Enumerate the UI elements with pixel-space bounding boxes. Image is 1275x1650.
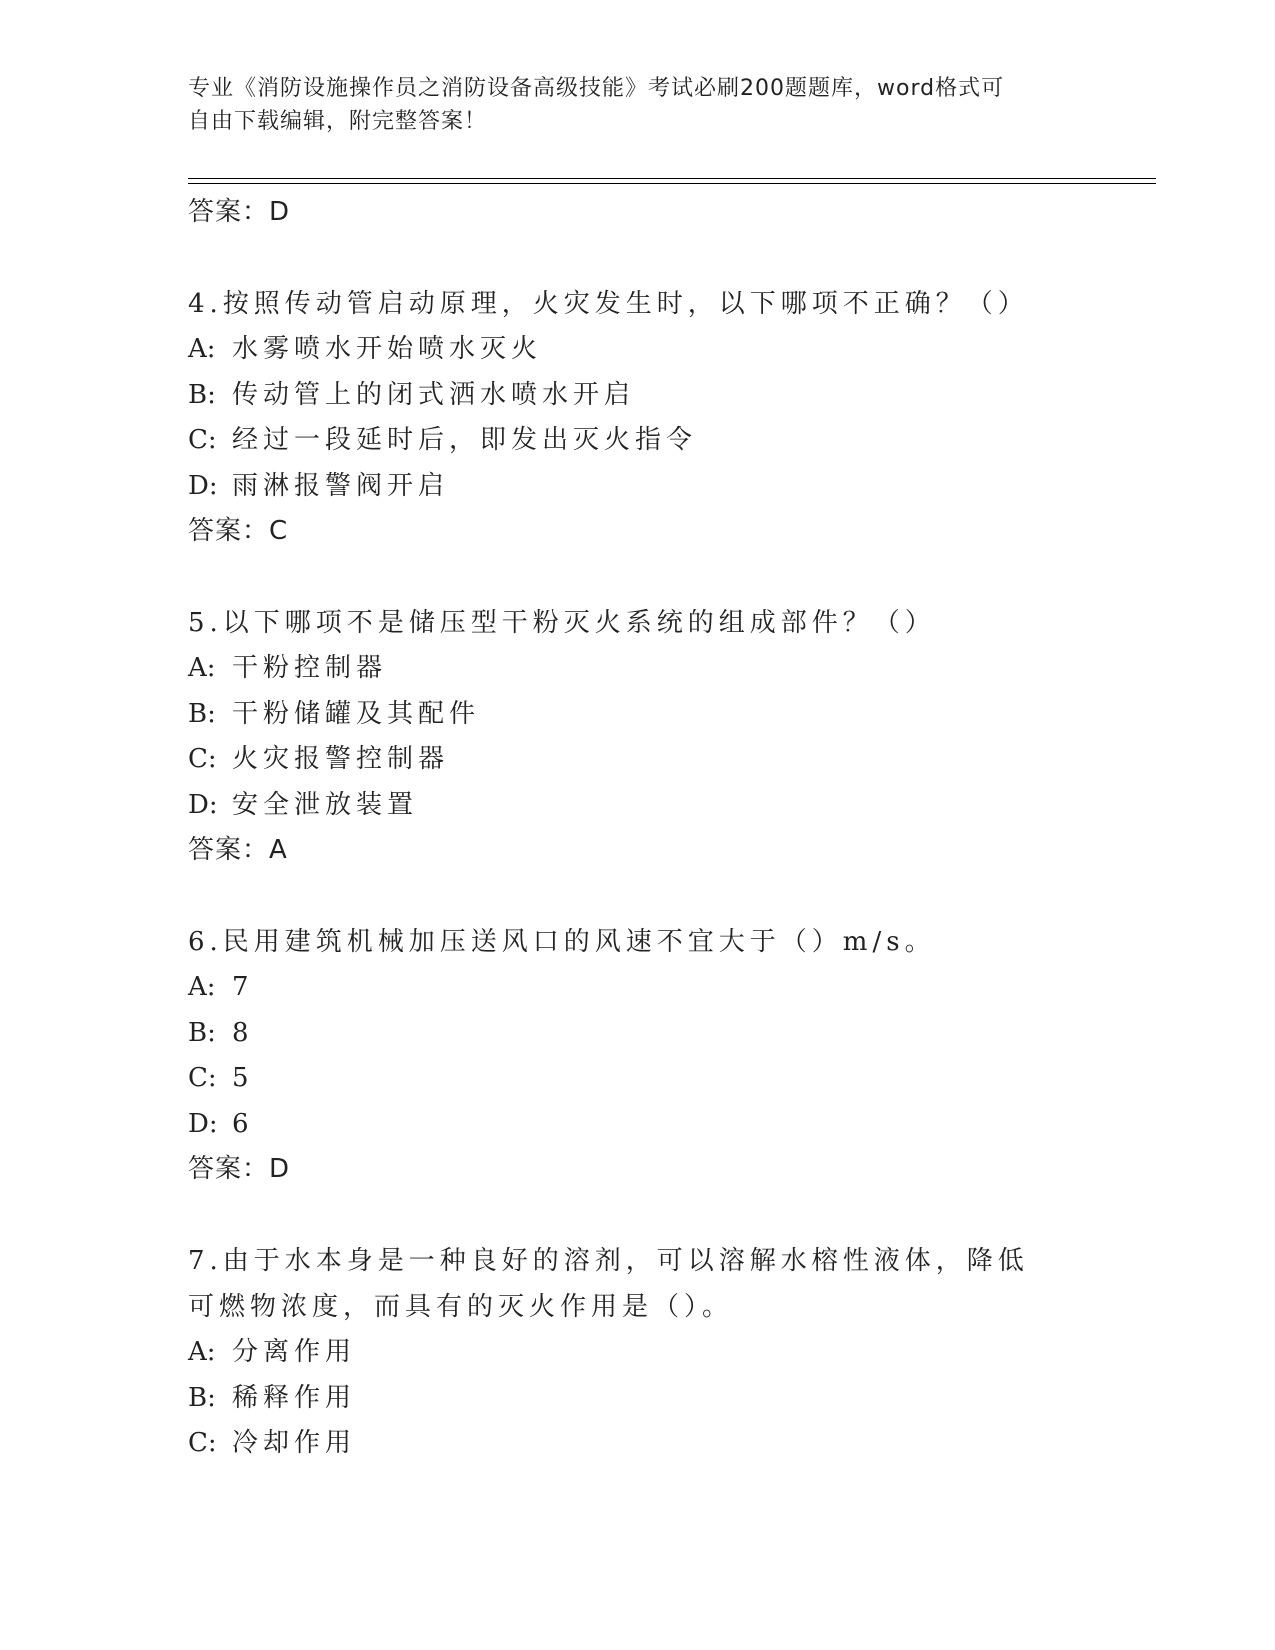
option-a [188,1330,1156,1376]
option-c [188,1056,1156,1102]
option-letter: C: [188,425,217,455]
answer-line: 答案：C [188,516,289,546]
option-text: 水雾喷水开始喷水灭火 [232,334,543,364]
option-text: 稀释作用 [232,1382,357,1413]
option-text: 干粉控制器 [232,653,388,683]
question-block [188,281,1156,554]
option-text: 冷却作用 [232,1428,357,1458]
answer-line: 答案：D [188,197,291,227]
option-b [188,1376,1156,1422]
option-text: 6 [232,1108,254,1139]
answer-line: 答案：D [188,1154,291,1184]
question-list [188,190,1156,1467]
spacer [188,235,1156,281]
option-a [188,327,1156,373]
header-line-1: 专业《消防设施操作员之消防设备高级技能》考试必刷200题题库，word格式可 [188,76,1005,101]
option-letter: B: [188,698,216,729]
spacer [188,1192,1156,1238]
question-block [188,600,1156,873]
option-c [188,1421,1156,1467]
header-line-2: 自由下载编辑，附完整答案！ [188,109,488,134]
option-letter: C: [188,744,217,774]
spacer [188,554,1156,600]
question-text: 6.民用建筑机械加压送风口的风速不宜大于（）m/s。 [188,927,936,957]
option-text: 5 [232,1063,254,1093]
option-text: 经过一段延时后，即发出灭火指令 [232,425,698,455]
option-c [188,737,1156,783]
option-text: 7 [232,972,254,1002]
option-text: 火灾报警控制器 [232,744,450,774]
option-letter: A: [188,1337,216,1367]
option-d [188,1102,1156,1148]
question-text: 7.由于水本身是一种良好的溶剂，可以溶解水榕性液体，降低可燃物浓度，而具有的灭火作用是（）。 [188,1246,1029,1322]
option-text: 雨淋报警阀开启 [232,470,450,501]
option-b [188,692,1156,738]
question-block [188,919,1156,1192]
option-letter: A: [188,972,216,1002]
option-a [188,965,1156,1011]
question-text: 4.按照传动管启动原理，火灾发生时，以下哪项不正确？（） [188,289,1029,319]
option-c [188,418,1156,464]
option-letter: D: [188,470,218,501]
option-text: 安全泄放装置 [232,789,419,820]
spacer [188,873,1156,919]
header-divider-top [188,178,1156,179]
option-letter: A: [188,653,216,683]
option-b [188,373,1156,419]
option-letter: D: [188,789,218,820]
option-text: 8 [232,1017,254,1048]
option-letter: B: [188,379,216,410]
option-letter: B: [188,1382,216,1413]
question-block [188,1238,1156,1467]
option-letter: D: [188,1108,218,1139]
option-text: 传动管上的闭式洒水喷水开启 [232,379,636,410]
document-header [188,72,1088,138]
option-d [188,464,1156,510]
option-letter: B: [188,1017,216,1048]
option-text: 干粉储罐及其配件 [232,698,481,729]
answer-line: 答案：A [188,835,288,865]
option-text: 分离作用 [232,1337,357,1367]
question-text: 5.以下哪项不是储压型干粉灭火系统的组成部件？（） [188,608,936,638]
header-divider-bottom [188,183,1156,184]
option-letter: C: [188,1063,217,1093]
option-letter: A: [188,334,216,364]
option-letter: C: [188,1428,217,1458]
option-b [188,1011,1156,1057]
option-d [188,783,1156,829]
option-a [188,646,1156,692]
